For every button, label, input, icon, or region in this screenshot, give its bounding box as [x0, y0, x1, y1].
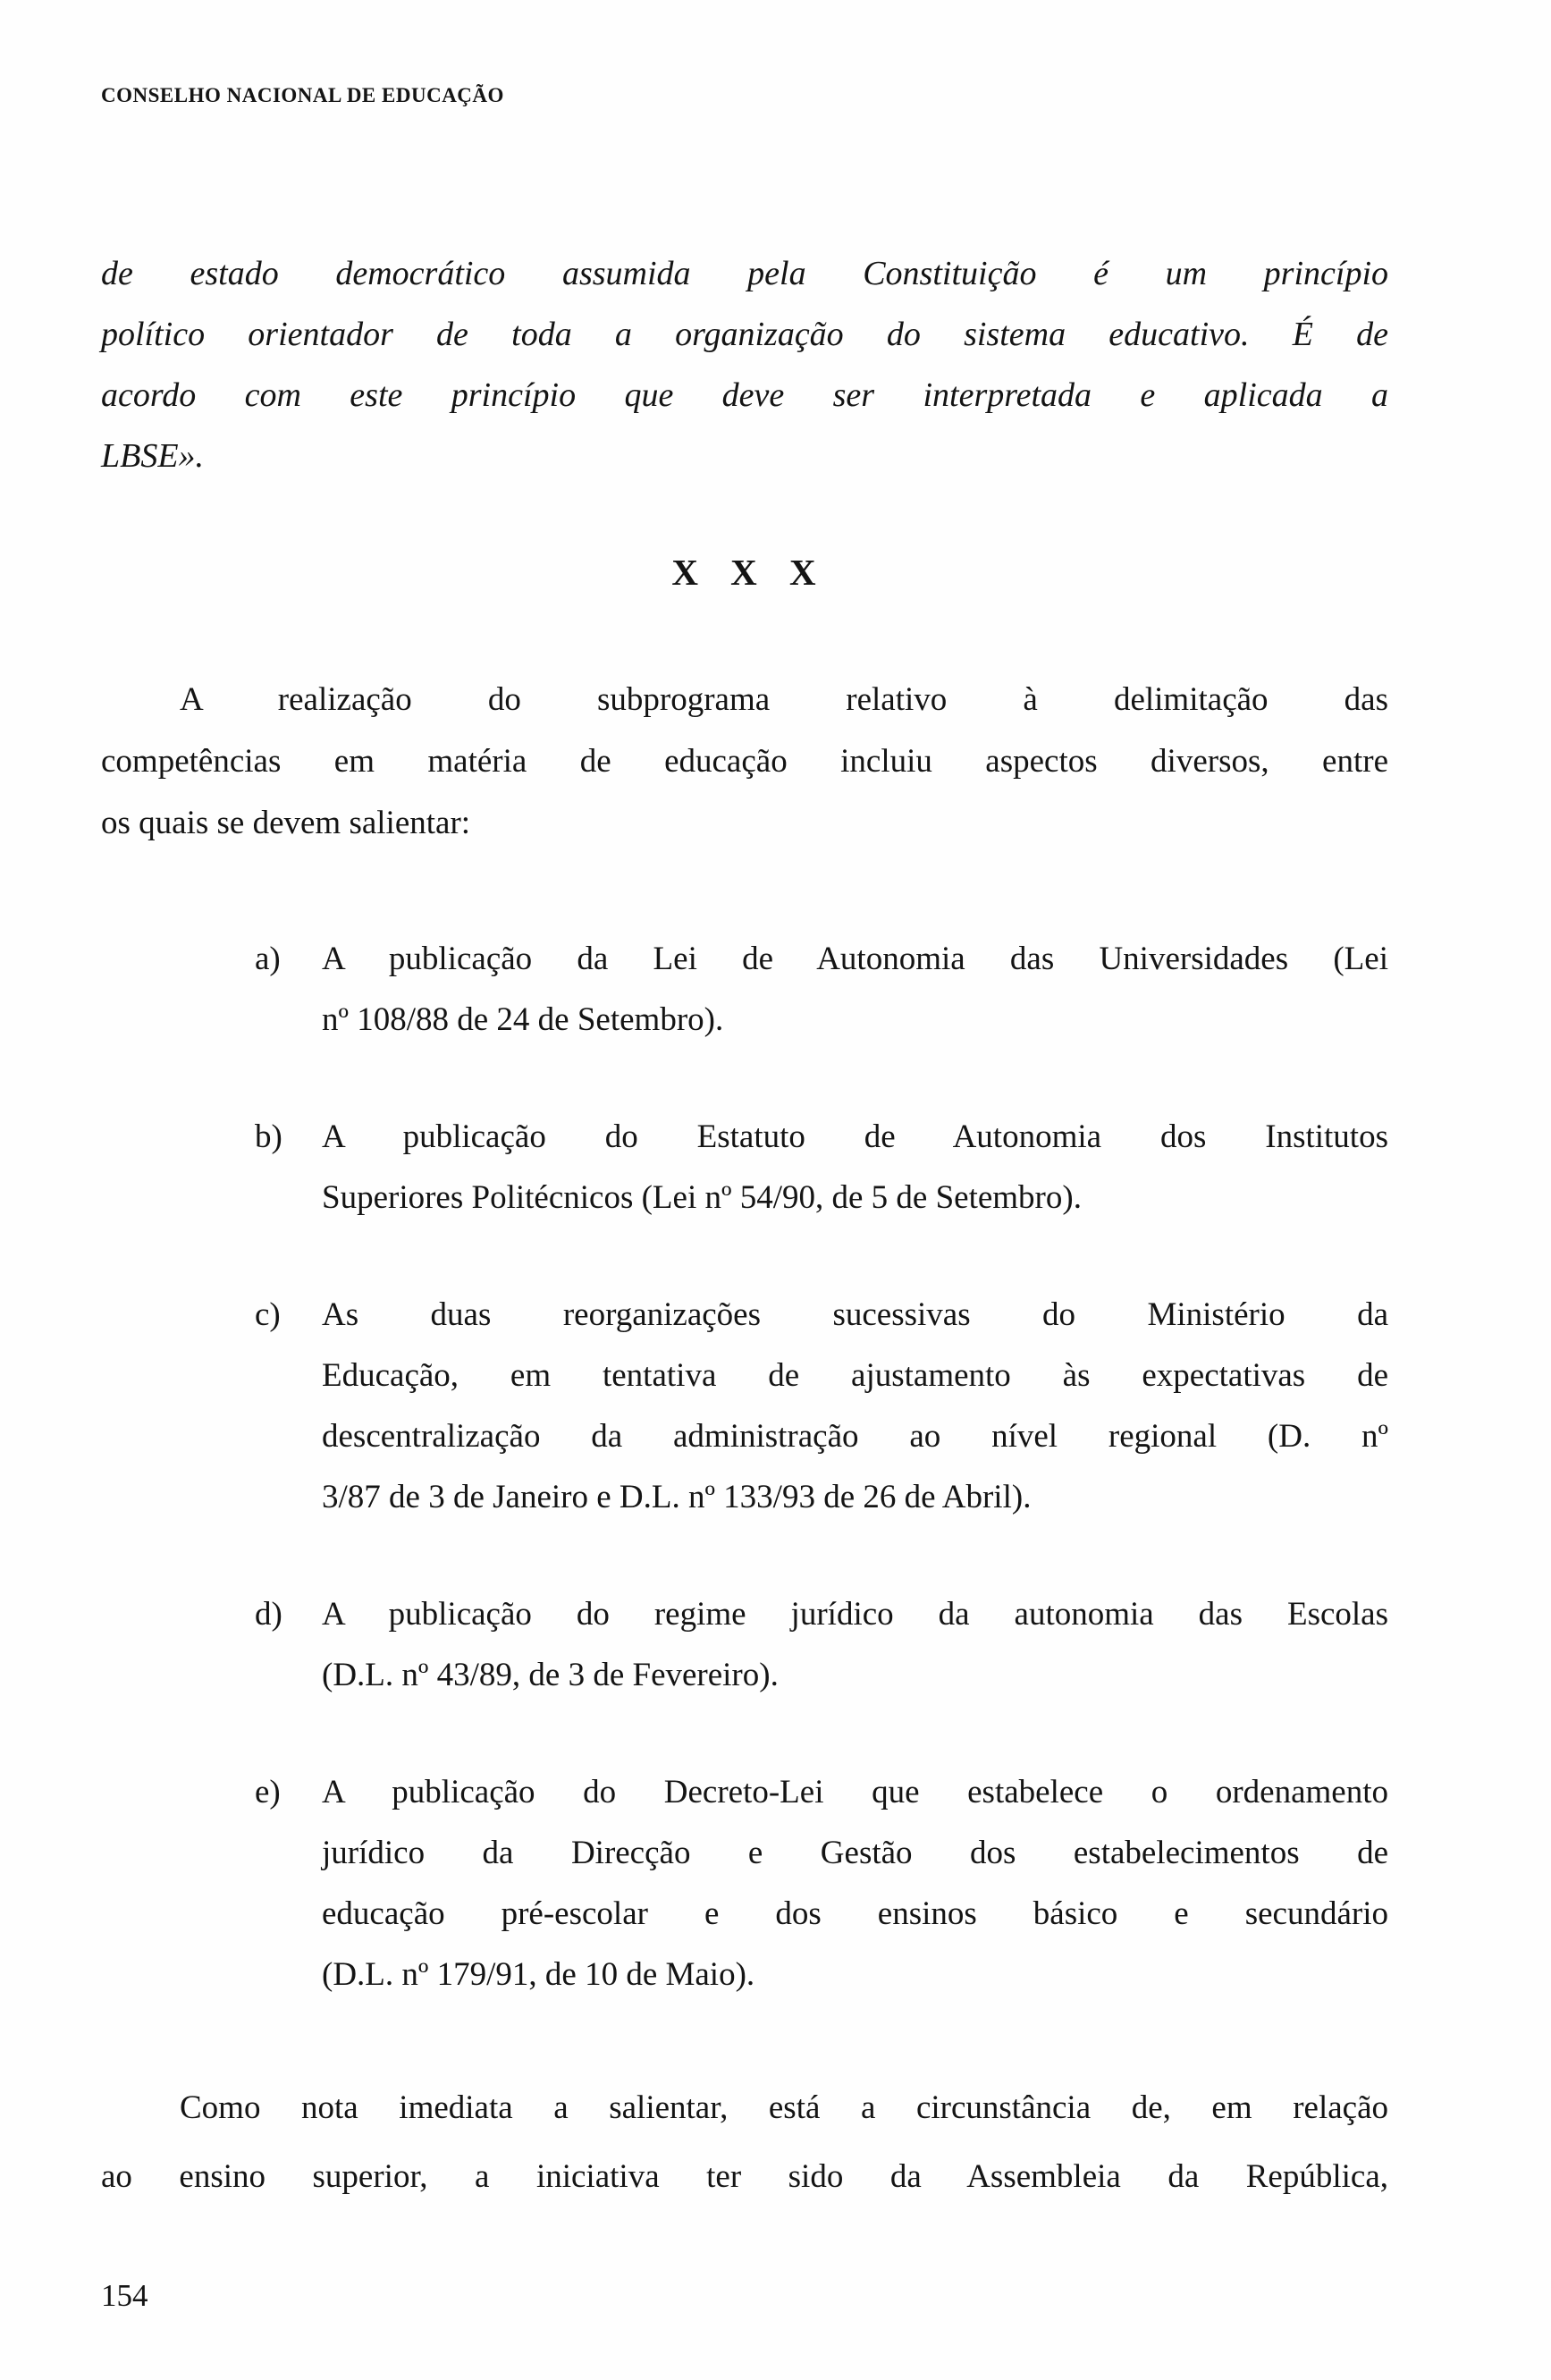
list-item-label: d) — [255, 1596, 282, 1633]
list-item-line: descentralização da administração ao nível regional (D. nº — [322, 1418, 1388, 1455]
list-item-line: A publicação do Estatuto de Autonomia dos Institutos — [322, 1118, 1388, 1155]
list-item-line: (D.L. nº 43/89, de 3 de Fevereiro). — [322, 1657, 779, 1693]
list-item — [101, 929, 1388, 1051]
list-item-line: A publicação do Decreto-Lei que estabelece o ordenamento — [322, 1774, 1388, 1810]
quote-paragraph — [101, 243, 1388, 486]
list-item-label: a) — [255, 941, 281, 977]
quote-line: acordo com este princípio que deve ser interpretada e aplicada a — [101, 376, 1388, 414]
lettered-list — [101, 929, 1388, 2005]
list-item-line: Superiores Politécnicos (Lei nº 54/90, de 5 de Setembro). — [322, 1179, 1082, 1216]
page-content — [101, 243, 1388, 2211]
list-item-text — [322, 1762, 1388, 2005]
list-item-text — [322, 1584, 1388, 1706]
list-item-line: Educação, em tentativa de ajustamento às expectativas de — [322, 1357, 1388, 1394]
list-item — [101, 1107, 1388, 1228]
list-item-line: nº 108/88 de 24 de Setembro). — [322, 1001, 724, 1038]
list-item-label: b) — [255, 1118, 282, 1155]
list-item-line: jurídico da Direcção e Gestão dos estabelecimentos de — [322, 1835, 1388, 1871]
quote-line: político orientador de toda a organização do sistema educativo. É de — [101, 316, 1388, 353]
list-item-line: A publicação do regime jurídico da autonomia das Escolas — [322, 1596, 1388, 1633]
list-item — [101, 1285, 1388, 1528]
list-item-line: (D.L. nº 179/91, de 10 de Maio). — [322, 1956, 755, 1993]
list-item-line: 3/87 de 3 de Janeiro e D.L. nº 133/93 de 26 de Abril). — [322, 1479, 1032, 1515]
intro-paragraph — [101, 669, 1388, 854]
intro-line: os quais se devem salientar: — [101, 805, 471, 841]
intro-line: A realização do subprograma relativo à delimitação das — [180, 681, 1388, 718]
list-item-line: A publicação da Lei de Autonomia das Universidades (Lei — [322, 941, 1388, 977]
list-item-label: e) — [255, 1774, 281, 1810]
page-number: 154 — [101, 2278, 148, 2313]
list-item-label: c) — [255, 1296, 281, 1333]
closing-paragraph — [101, 2073, 1388, 2211]
closing-line: ao ensino superior, a iniciativa ter sido da Assembleia da República, — [101, 2158, 1388, 2195]
running-header: CONSELHO NACIONAL DE EDUCAÇÃO — [101, 84, 504, 106]
closing-line: Como nota imediata a salientar, está a circunstância de, em relação — [180, 2089, 1388, 2126]
list-item-text — [322, 1285, 1388, 1528]
list-item-text — [322, 929, 1388, 1051]
intro-line: competências em matéria de educação incluiu aspectos diversos, entre — [101, 743, 1388, 780]
list-item — [101, 1762, 1388, 2005]
list-item-text — [322, 1107, 1388, 1228]
quote-line: LBSE». — [101, 437, 205, 475]
quote-line: de estado democrático assumida pela Constituição é um princípio — [101, 255, 1388, 292]
section-separator: X X X — [671, 552, 818, 593]
list-item-line: educação pré-escolar e dos ensinos básico e secundário — [322, 1895, 1388, 1932]
list-item-line: As duas reorganizações sucessivas do Ministério da — [322, 1296, 1388, 1333]
list-item — [101, 1584, 1388, 1706]
